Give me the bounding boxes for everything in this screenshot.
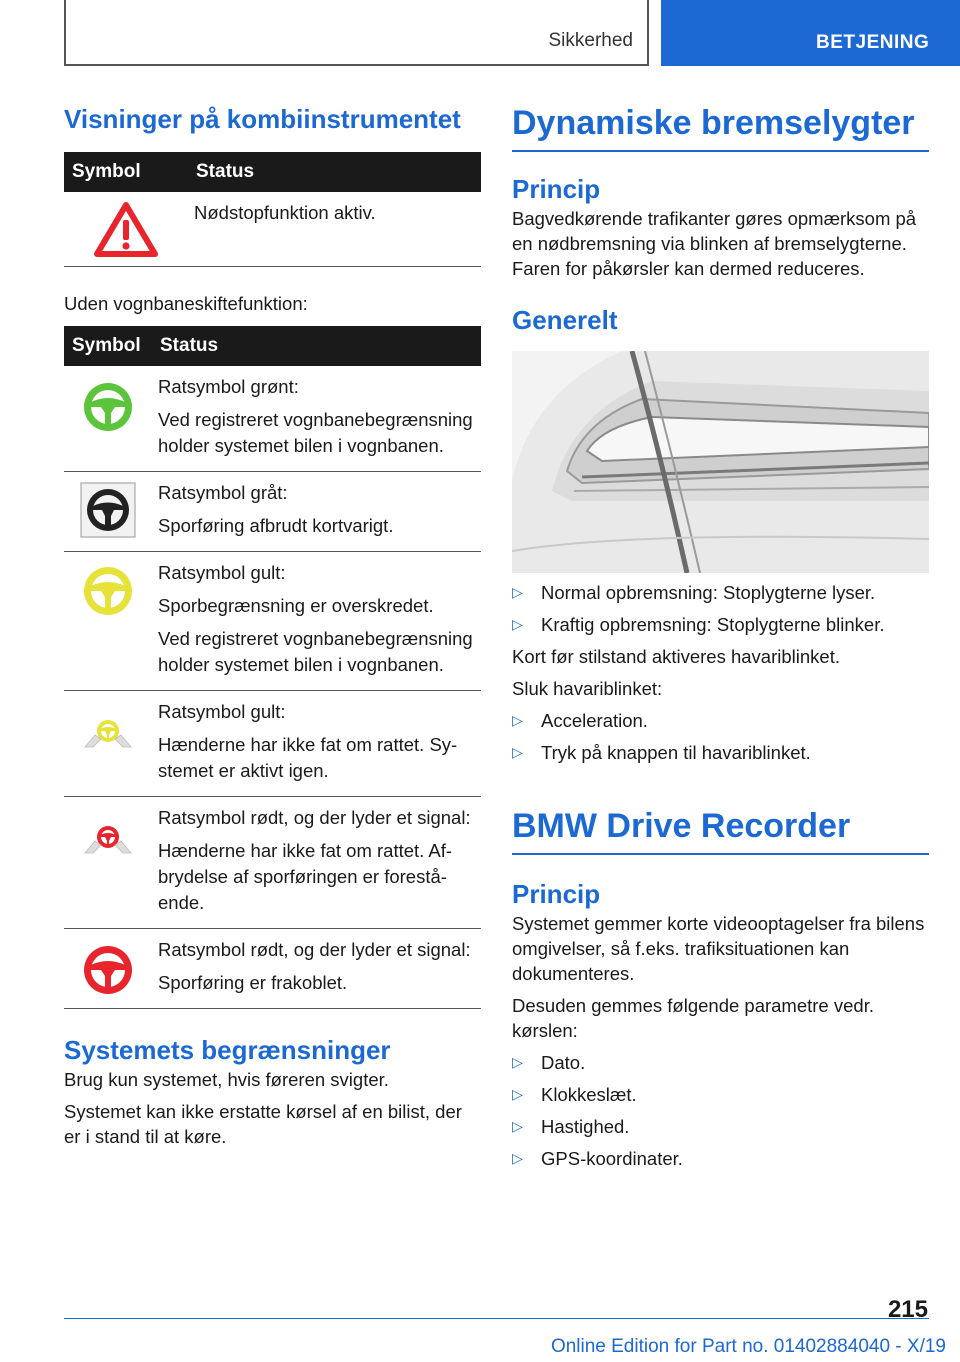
section-title-drive-recorder: BMW Drive Recorder (512, 803, 929, 855)
triangle-bullet-icon: ▷ (512, 1118, 523, 1134)
table-row (64, 928, 481, 1008)
list-item (512, 1146, 929, 1171)
list-item (512, 580, 929, 605)
limits-paragraph-1: Brug kun systemet, hvis føreren svigter. (64, 1068, 389, 1090)
list-item-text: Kraftig opbremsning: Stoplygterne blinker. (541, 614, 885, 635)
list-item (512, 1114, 929, 1139)
status-text: Ratsymbol gult: (158, 561, 286, 583)
hazard-off-list (512, 708, 929, 765)
triangle-bullet-icon: ▷ (512, 616, 523, 632)
tail-light-image (512, 351, 929, 573)
subsection-title-general: Generelt (512, 305, 618, 335)
principle-paragraph: Bagvedkørende trafikanter gøres opmærksom på en nødbremsning via blinken af bremselygterne. Faren for påkørsler kan dermed reduceres. (512, 208, 917, 279)
symbol-cell (64, 192, 188, 266)
symbol-cell (64, 796, 152, 928)
hazard-off-paragraph: Sluk havariblinket: (512, 678, 663, 699)
status-table-1 (64, 152, 481, 267)
table-header-row (64, 152, 481, 192)
column-header-symbol: Symbol (64, 152, 188, 192)
column-header-status: Status (152, 326, 481, 366)
header-chapter-tab (661, 0, 960, 66)
header-section-box (64, 0, 649, 66)
limits-paragraph-2: Systemet kan ikke erstatte kørsel af en bilist, der er i stand til at køre. (64, 1100, 462, 1147)
triangle-bullet-icon: ▷ (512, 1150, 523, 1166)
hands-on-wheel-red-icon (81, 819, 135, 859)
footer-edition: Online Edition for Part no. 01402884040 - X/19 (550, 1336, 946, 1357)
triangle-bullet-icon: ▷ (512, 744, 523, 760)
status-table-2 (64, 326, 481, 1009)
status-text: Ratsymbol grønt: (158, 375, 299, 397)
section-title-limits: Systemets begrænsninger (64, 1034, 391, 1065)
status-text: Ratsymbol rødt, og der lyder et signal: (158, 938, 471, 960)
status-text: Sporføring afbrudt kortvarigt. (158, 514, 394, 536)
status-cell (152, 471, 481, 551)
symbol-cell (64, 551, 152, 690)
general-list (512, 580, 929, 637)
steering-wheel-red-icon (81, 943, 135, 997)
column-header-symbol: Symbol (64, 326, 152, 366)
table-row (64, 796, 481, 928)
section-title-brake-lights: Dynamiske bremselygter (512, 100, 929, 152)
triangle-bullet-icon: ▷ (512, 584, 523, 600)
status-cell (152, 366, 481, 472)
status-text: Ved registreret vognbanebegrænsning holder systemet bilen i vognbanen. (158, 408, 473, 456)
header-chapter-title: BETJENING (816, 32, 930, 53)
list-item-text: Normal opbremsning: Stoplygterne lyser. (541, 582, 876, 603)
triangle-bullet-icon: ▷ (512, 1054, 523, 1070)
symbol-cell (64, 471, 152, 551)
steering-wheel-green-icon (81, 380, 135, 434)
principle2-paragraph: Systemet gemmer korte videooptagelser fra bilens omgivelser, så f.eks. trafiksituationen kan dokumenteres. (512, 913, 925, 984)
status-text: Nødstopfunktion aktiv. (194, 202, 376, 223)
status-text: Sporbegrænsning er overskredet. (158, 594, 434, 616)
status-text: Ratsymbol rødt, og der lyder et signal: (158, 806, 471, 828)
params-paragraph: Desuden gemmes følgende parametre vedr. kørslen: (512, 995, 874, 1041)
symbol-cell (64, 690, 152, 796)
page-number: 215 (887, 1296, 928, 1323)
list-item (512, 1050, 929, 1075)
status-cell (152, 928, 481, 1008)
list-item-text: Dato. (541, 1052, 586, 1073)
list-item (512, 740, 929, 765)
status-text: Sporføring er frakoblet. (158, 971, 348, 993)
table-header-row (64, 326, 481, 366)
params-list (512, 1050, 929, 1171)
list-item-text: GPS-koordinater. (541, 1148, 683, 1169)
left-column (64, 100, 481, 1149)
list-item (512, 612, 929, 637)
header-section-title: Sikkerhed (548, 30, 633, 51)
triangle-bullet-icon: ▷ (512, 712, 523, 728)
list-item-text: Tryk på knappen til havariblinket. (541, 742, 811, 763)
table-row (64, 690, 481, 796)
steering-wheel-yellow-icon (81, 564, 135, 618)
status-cell (188, 192, 481, 266)
hazard-paragraph: Kort før stilstand aktiveres havariblinket. (512, 646, 840, 667)
subsection-title-principle: Princip (512, 174, 601, 204)
status-cell (152, 690, 481, 796)
list-item-text: Hastighed. (541, 1116, 630, 1137)
status-text: Ved registreret vognbanebegrænsning holder systemet bilen i vognbanen. (158, 627, 473, 675)
table-row (64, 471, 481, 551)
steering-wheel-gray-icon (80, 482, 136, 538)
warning-triangle-icon (93, 200, 159, 258)
list-item-text: Acceleration. (541, 710, 648, 731)
tail-light-illustration (512, 351, 929, 573)
section-title-displays: Visninger på kombiinstrumentet (64, 104, 461, 134)
status-text: Ratsymbol gråt: (158, 481, 288, 503)
triangle-bullet-icon: ▷ (512, 1086, 523, 1102)
table-row (64, 551, 481, 690)
hands-on-wheel-yellow-icon (81, 713, 135, 753)
list-item (512, 1082, 929, 1107)
status-cell (152, 551, 481, 690)
right-column (512, 100, 929, 1171)
list-item (512, 708, 929, 733)
status-text: Ratsymbol gult: (158, 700, 286, 722)
status-text: Hænderne har ikke fat om rattet. Systemet er aktivt igen. (158, 733, 458, 781)
table2-intro: Uden vognbaneskiftefunktion: (64, 292, 308, 314)
table-row (64, 366, 481, 472)
status-text: Hænderne har ikke fat om rattet. Afbrydelse af sporføringen er forestående. (158, 839, 453, 913)
list-item-text: Klokkeslæt. (541, 1084, 637, 1105)
subsection-title-principle-2: Princip (512, 879, 601, 909)
symbol-cell (64, 928, 152, 1008)
symbol-cell (64, 366, 152, 472)
status-cell (152, 796, 481, 928)
column-header-status: Status (188, 152, 481, 192)
table-row (64, 192, 481, 266)
